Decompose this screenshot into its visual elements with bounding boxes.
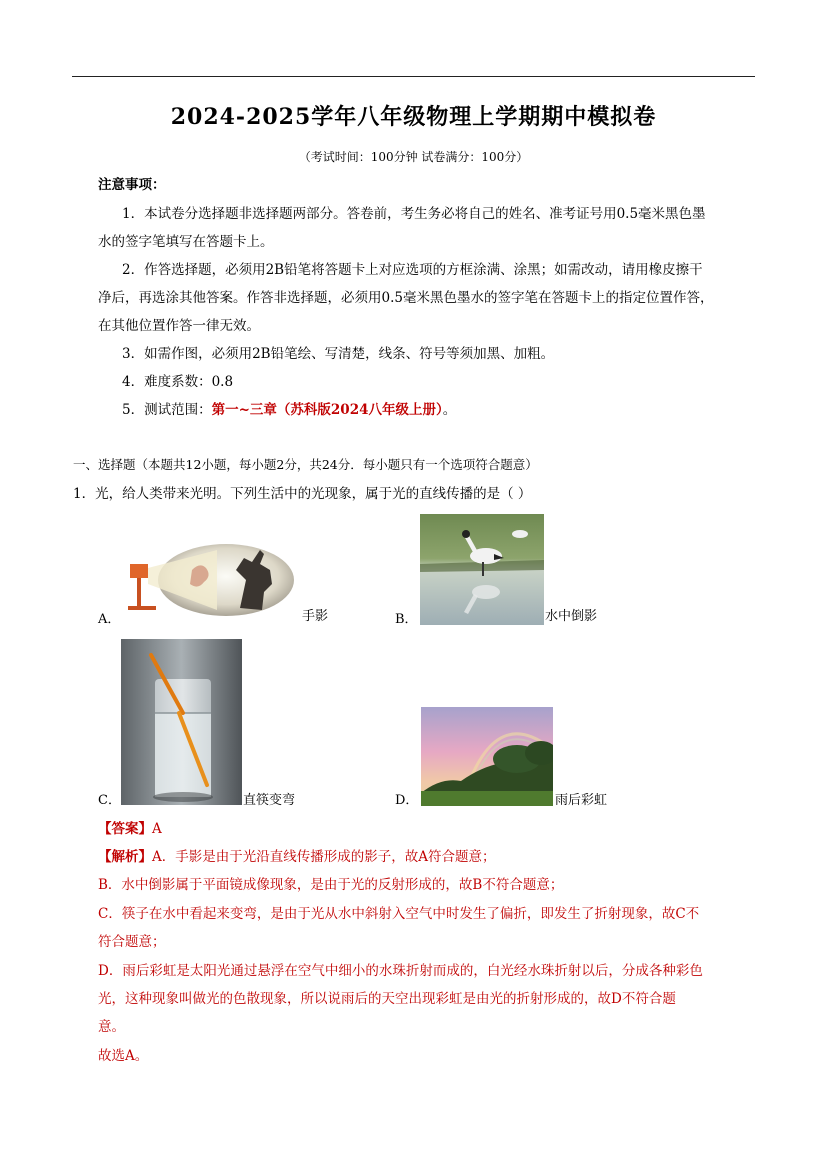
analysis-a: A．手影是由于光沿直线传播形成的影子，故A符合题意； bbox=[152, 849, 496, 865]
question-stem: 1．光，给人类带来光明。下列生活中的光现象，属于光的直线传播的是（ ） bbox=[73, 486, 532, 502]
analysis-a-line bbox=[98, 843, 496, 871]
analysis-d-line-1: D．雨后彩虹是太阳光通过悬浮在空气中细小的水珠折射而成的，白光经水珠折射以后，分成各种彩色 bbox=[98, 963, 703, 979]
option-c-letter: C． bbox=[98, 793, 121, 808]
notice-item-2-line-2: 净后，再选涂其他答案。作答非选择题，必须用0.5毫米黑色墨水的签字笔在答题卡上的指定位置作答， bbox=[98, 290, 714, 306]
notice-item-2-line-1: 2．作答选择题，必须用2B铅笔将答题卡上对应选项的方框涂满、涂黑；如需改动，请用橡皮擦干 bbox=[122, 262, 703, 278]
notice-item-5-suffix: 。 bbox=[442, 402, 457, 418]
analysis-b: B．水中倒影属于平面镜成像现象，是由于光的反射形成的，故B不符合题意； bbox=[98, 877, 564, 893]
option-d-caption: 雨后彩虹 bbox=[555, 793, 608, 808]
notice-item-1-line-2: 水的签字笔填写在答题卡上。 bbox=[98, 234, 274, 250]
analysis-label: 【解析】 bbox=[98, 849, 152, 865]
crane-reflection-image bbox=[420, 514, 544, 625]
header-rule bbox=[72, 76, 755, 77]
answer-label: 【答案】 bbox=[98, 821, 152, 837]
notice-item-1-line-1: 1．本试卷分选择题非选择题两部分。答卷前，考生务必将自己的姓名、准考证号用0.5毫米黑色墨 bbox=[122, 206, 706, 222]
hand-shadow-image bbox=[122, 540, 294, 625]
analysis-c-line-1: C．筷子在水中看起来变弯，是由于光从水中斜射入空气中时发生了偏折，即发生了折射现象，故C不 bbox=[98, 906, 700, 922]
option-c-caption: 直筷变弯 bbox=[243, 793, 296, 808]
option-d-letter: D． bbox=[395, 793, 419, 808]
option-a-letter: A． bbox=[98, 612, 121, 627]
rainbow-image bbox=[421, 707, 553, 806]
section-heading: 一、选择题（本题共12小题，每小题2分，共24分．每小题只有一个选项符合题意） bbox=[73, 457, 538, 472]
answer-value: A bbox=[152, 821, 162, 837]
page-title: 2024-2025学年八年级物理上学期期中模拟卷 bbox=[170, 104, 657, 130]
exam-info: （考试时间：100分钟 试卷满分：100分） bbox=[298, 150, 529, 164]
analysis-d-line-2: 光，这种现象叫做光的色散现象，所以说雨后的天空出现彩虹是由光的折射形成的，故D不符合题 bbox=[98, 991, 676, 1007]
notice-heading: 注意事项： bbox=[98, 177, 166, 193]
notice-item-3: 3．如需作图，必须用2B铅笔绘、写清楚，线条、符号等须加黑、加粗。 bbox=[122, 346, 555, 362]
notice-item-2-line-3: 在其他位置作答一律无效。 bbox=[98, 318, 260, 334]
crane-icon bbox=[420, 514, 544, 625]
hand-shadow-icon bbox=[122, 540, 294, 625]
analysis-d-line-3: 意。 bbox=[98, 1019, 125, 1035]
test-range: 第一~三章（苏科版2024八年级上册） bbox=[211, 402, 443, 418]
option-b-letter: B． bbox=[395, 612, 418, 627]
option-a-caption: 手影 bbox=[302, 609, 329, 624]
notice-item-5-prefix: 5．测试范围： bbox=[122, 402, 212, 418]
notice-item-5 bbox=[122, 396, 456, 424]
option-b-caption: 水中倒影 bbox=[545, 609, 598, 624]
analysis-c-line-2: 符合题意； bbox=[98, 934, 166, 950]
conclusion: 故选A。 bbox=[98, 1048, 149, 1064]
rainbow-icon bbox=[421, 707, 553, 806]
notice-item-4: 4．难度系数：0.8 bbox=[122, 374, 234, 390]
glass-icon bbox=[121, 639, 242, 805]
answer-line bbox=[98, 815, 162, 843]
bent-chopstick-image bbox=[121, 639, 242, 805]
